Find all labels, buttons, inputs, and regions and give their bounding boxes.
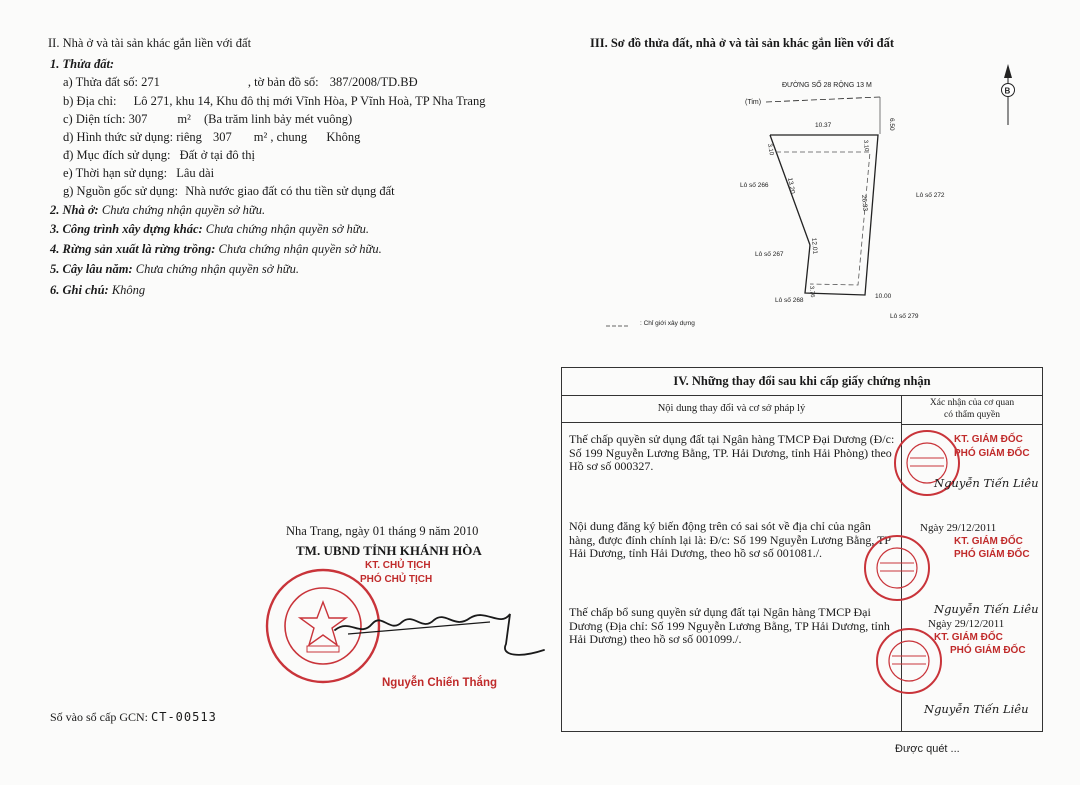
build-line	[776, 152, 870, 285]
change-entry-1: Thế chấp quyền sử dụng đất tại Ngân hàng TMCP Đại Dương (Đ/c: Số 199 Nguyễn Lương Bằng, TP. Hải Dương, tỉnh Hải Phòng) theo Hồ sơ số 000327.	[569, 432, 895, 473]
map-sheet-number: 387/2008/TD.BĐ	[329, 75, 418, 89]
centerline-label: (Tim)	[745, 99, 762, 106]
signer-name: Nguyễn Chiến Thắng	[382, 677, 497, 689]
item-1-title: 1. Thửa đất:	[50, 57, 115, 71]
north-letter: B	[1004, 86, 1011, 96]
entry-2-certifier-name: Nguyễn Tiến Liêu	[934, 602, 1039, 616]
parcel-number: 271	[141, 75, 160, 89]
item-5-line: 5. Cây lâu năm: Chưa chứng nhận quyền sở hữu.	[50, 262, 300, 276]
entry-3-title1: KT. GIÁM ĐỐC	[934, 632, 1003, 643]
entry-2-title2: PHÓ GIÁM ĐỐC	[954, 549, 1030, 560]
usage-purpose-value: Đất ở tại đô thị	[179, 148, 255, 162]
lot-279-label: Lô số 279	[890, 313, 919, 320]
entry-3-date: Ngày 29/12/2011	[928, 618, 1005, 630]
usage-purpose-line: đ) Mục đích sử dụng: Đất ở tại đô thị	[63, 148, 255, 162]
road-centerline	[766, 97, 880, 102]
road-label: ĐƯỜNG SỐ 28 RỘNG 13 M	[782, 82, 872, 89]
lot-267-label: Lô số 267	[755, 251, 784, 258]
entry-1-title2: PHÓ GIÁM ĐỐC	[954, 448, 1030, 459]
signer-title-1: KT. CHỦ TỊCH	[365, 560, 431, 571]
usage-term-value: Lâu dài	[176, 166, 215, 180]
entry-3-title2: PHÓ GIÁM ĐỐC	[950, 645, 1026, 656]
setback-right-dim: 3.10	[862, 139, 870, 152]
entry-1-certifier-name: Nguyễn Tiến Liêu	[934, 476, 1039, 490]
area-value: 307	[128, 112, 148, 126]
shared-area-value: Không	[326, 130, 361, 144]
entry-2-date: Ngày 29/12/2011	[920, 522, 997, 534]
section-2-title: II. Nhà ở và tài sản khác gắn liền với đất	[48, 36, 252, 50]
certification-column-header: Xác nhận của cơ quan có thẩm quyền	[902, 395, 1042, 425]
setback-left-dim: 3.10	[766, 143, 774, 156]
issuing-authority: TM. UBND TỈNH KHÁNH HÒA	[296, 543, 482, 558]
signer-title-2: PHÓ CHỦ TỊCH	[360, 574, 433, 585]
left-lower-dim: 12.01	[810, 237, 819, 255]
bottom-setback-dim: 3.76	[808, 285, 816, 298]
item-2-line: 2. Nhà ở: Chưa chứng nhận quyền sở hữu.	[50, 203, 266, 217]
parcel-number-line: a) Thửa đất số: 271 , tờ bản đồ số: 387/2008/TD.BĐ	[63, 75, 418, 89]
change-entry-2: Nội dung đăng ký biến động trên có sai sót về địa chỉ của ngân hàng, được đính chính lại là: Đ/c: Số 199 Nguyễn Lương Bằng, TP Hải Dương, tỉnh Hải Dương, theo hồ sơ số 001081./.	[569, 519, 891, 560]
lot-272-label: Lô số 272	[916, 192, 945, 199]
section-4-title: IV. Những thay đổi sau khi cấp giấy chứng nhận	[562, 368, 1042, 396]
lot-266-label: Lô số 266	[740, 182, 769, 189]
usage-term-line: e) Thời hạn sử dụng: Lâu dài	[63, 166, 215, 180]
scan-watermark: Được quét ...	[895, 743, 960, 755]
section-3-title: III. Sơ đồ thửa đất, nhà ở và tài sản khác gắn liền với đất	[590, 36, 895, 50]
gcn-entry-number: Số vào sổ cấp GCN: CT-00513	[50, 710, 217, 724]
item-6-line: 6. Ghi chú: Không	[50, 283, 146, 297]
address-line: b) Địa chỉ: Lô 271, khu 14, Khu đô thị mới Vĩnh Hòa, P Vĩnh Hoà, TP Nha Trang	[63, 94, 486, 108]
parcel-diagram	[640, 60, 1040, 340]
private-area-value: 307	[213, 130, 232, 144]
parcel-boundary	[770, 135, 878, 295]
signature-scribble	[330, 600, 550, 670]
changes-column-header: Nội dung thay đổi và cơ sở pháp lý	[562, 395, 902, 423]
area-line: c) Diện tích: 307 m² (Ba trăm linh bảy mét vuông)	[63, 112, 353, 126]
issue-date: Nha Trang, ngày 01 tháng 9 năm 2010	[286, 524, 479, 538]
top-dim: 10.37	[815, 122, 832, 129]
north-arrow-icon	[1002, 64, 1015, 125]
registration-office-seal-icon	[874, 626, 944, 696]
changes-table	[561, 367, 1043, 732]
item-3-line: 3. Công trình xây dựng khác: Chưa chứng nhận quyền sở hữu.	[50, 222, 370, 236]
item-4-line: 4. Rừng sản xuất là rừng trồng: Chưa chứng nhận quyền sở hữu.	[50, 242, 382, 256]
usage-origin-value: Nhà nước giao đất có thu tiền sử dụng đất	[185, 184, 395, 198]
right-dim: 26.33	[860, 194, 869, 212]
gcn-number-value: CT-00513	[151, 710, 217, 724]
entry-1-title1: KT. GIÁM ĐỐC	[954, 434, 1023, 445]
area-in-words: (Ba trăm linh bảy mét vuông)	[203, 112, 353, 126]
legend-text: : Chỉ giới xây dựng	[640, 320, 695, 327]
change-entry-3: Thế chấp bổ sung quyền sử dụng đất tại Ngân hàng TMCP Đại Dương (Địa chỉ: Số 199 Nguyễn Lương Bằng, TP Hải Dương, tỉnh Hải Dương) theo hồ sơ số 001099./.	[569, 605, 890, 646]
usage-form-line: d) Hình thức sử dụng: riêng 307 m² , chung Không	[63, 130, 361, 144]
left-upper-dim: 13.20	[786, 177, 796, 195]
bottom-dim: 10.00	[875, 293, 892, 300]
lot-268-label: Lô số 268	[775, 297, 804, 304]
entry-2-title1: KT. GIÁM ĐỐC	[954, 536, 1023, 547]
entry-3-certifier-name: Nguyễn Tiến Liêu	[924, 702, 1029, 716]
usage-origin-line: g) Nguồn gốc sử dụng: Nhà nước giao đất có thu tiền sử dụng đất	[63, 184, 395, 198]
road-width-dim: 6.50	[888, 118, 895, 131]
registration-office-seal-icon	[862, 533, 932, 603]
address-value: Lô 271, khu 14, Khu đô thị mới Vĩnh Hòa, P Vĩnh Hoà, TP Nha Trang	[133, 94, 486, 108]
